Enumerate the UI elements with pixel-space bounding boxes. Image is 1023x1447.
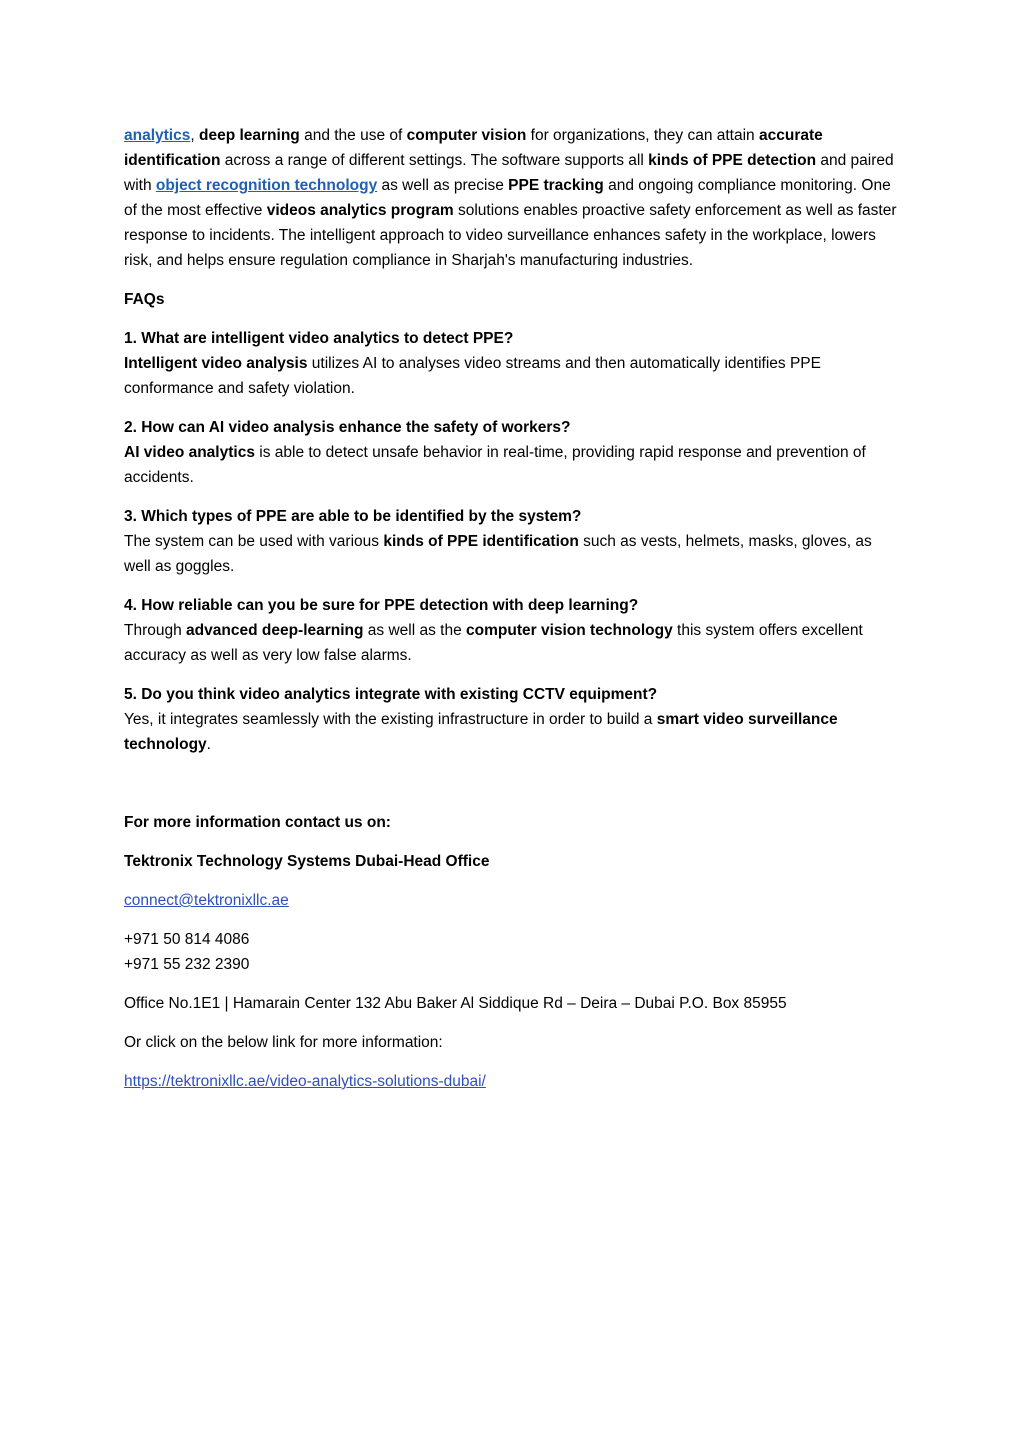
text-run: as well as precise — [377, 177, 509, 194]
faq-heading — [124, 287, 899, 312]
link-prompt-text: Or click on the below link for more information: — [124, 1034, 443, 1051]
text-run: and paired with — [124, 152, 894, 194]
faq-item-4 — [124, 593, 899, 668]
analytics-link[interactable]: analytics — [124, 127, 191, 144]
faq-answer-text: . — [206, 736, 211, 753]
contact-heading-text: For more information contact us on: — [124, 814, 391, 831]
bold-run: deep learning — [198, 127, 300, 144]
faq-answer-bold: Intelligent video analysis — [124, 355, 308, 372]
faq-heading-text: FAQs — [124, 291, 165, 308]
text-run: across a range of different settings. The software supports all — [220, 152, 649, 169]
link-prompt — [124, 1030, 899, 1055]
document-page — [124, 123, 899, 1108]
faq-answer-bold: AI video analytics — [124, 444, 255, 461]
address-text: Office No.1E1 | Hamarain Center 132 Abu Baker Al Siddique Rd – Deira – Dubai P.O. Box 85955 — [124, 995, 787, 1012]
faq-answer-text: this system offers excellent accuracy as well as very low false alarms. — [124, 622, 863, 664]
faq-answer-text: as well as the — [363, 622, 467, 639]
faq-answer-bold: kinds of PPE identification — [383, 533, 579, 550]
object-recognition-link[interactable]: object recognition technology — [155, 177, 378, 194]
contact-heading — [124, 810, 899, 835]
bold-run: videos analytics program — [266, 202, 454, 219]
faq-answer-text: such as vests, helmets, masks, gloves, as well as goggles. — [124, 533, 872, 575]
faq-answer-text: utilizes AI to analyses video streams and then automatically identifies PPE conformance and safety violation. — [124, 355, 821, 397]
website-link[interactable]: https://tektronixllc.ae/video-analytics-solutions-dubai/ — [124, 1073, 486, 1090]
website-line — [124, 1069, 899, 1094]
faq-answer-text: is able to detect unsafe behavior in real-time, providing rapid response and prevention of accidents. — [124, 444, 866, 486]
phone-number: +971 50 814 4086 — [124, 931, 250, 948]
faq-answer-text: Yes, it integrates seamlessly with the existing infrastructure in order to build a — [124, 711, 657, 728]
faq-item-1 — [124, 326, 899, 401]
bold-run: PPE tracking — [508, 177, 604, 194]
faq-answer-bold: smart video surveillance technology — [124, 711, 838, 753]
email-line — [124, 888, 899, 913]
faq-question: 1. What are intelligent video analytics to detect PPE? — [124, 330, 514, 347]
phone-number: +971 55 232 2390 — [124, 956, 250, 973]
bold-run: kinds of PPE detection — [648, 152, 817, 169]
company-name-text: Tektronix Technology Systems Dubai-Head Office — [124, 853, 490, 870]
faq-item-2 — [124, 415, 899, 490]
faq-answer-bold: advanced deep-learning — [186, 622, 364, 639]
company-name — [124, 849, 899, 874]
bold-run: accurate identification — [124, 127, 823, 169]
intro-paragraph — [124, 123, 899, 273]
text-run: and the use of — [299, 127, 407, 144]
faq-question: 3. Which types of PPE are able to be identified by the system? — [124, 508, 582, 525]
text-run: for organizations, they can attain — [526, 127, 759, 144]
faq-answer-text: The system can be used with various — [124, 533, 384, 550]
bold-run: computer vision — [406, 127, 527, 144]
address — [124, 991, 899, 1016]
faq-item-5 — [124, 682, 899, 757]
text-run: , — [190, 127, 199, 144]
faq-answer-bold: computer vision technology — [466, 622, 673, 639]
faq-question: 5. Do you think video analytics integrate with existing CCTV equipment? — [124, 686, 658, 703]
faq-answer-text: Through — [124, 622, 187, 639]
faq-question: 2. How can AI video analysis enhance the safety of workers? — [124, 419, 571, 436]
text-run: and ongoing compliance monitoring. One of the most effective — [124, 177, 891, 219]
text-run: solutions enables proactive safety enforcement as well as faster response to incidents. The intelligent approach to video surveillance enhances safety in the workplace, lowers risk, and helps ensure regulation compliance in Sharjah's manufacturing industries. — [124, 202, 897, 269]
blank-line — [124, 771, 899, 810]
email-link[interactable]: connect@tektronixllc.ae — [124, 892, 289, 909]
faq-item-3 — [124, 504, 899, 579]
faq-question: 4. How reliable can you be sure for PPE detection with deep learning? — [124, 597, 639, 614]
phone-block — [124, 927, 899, 977]
